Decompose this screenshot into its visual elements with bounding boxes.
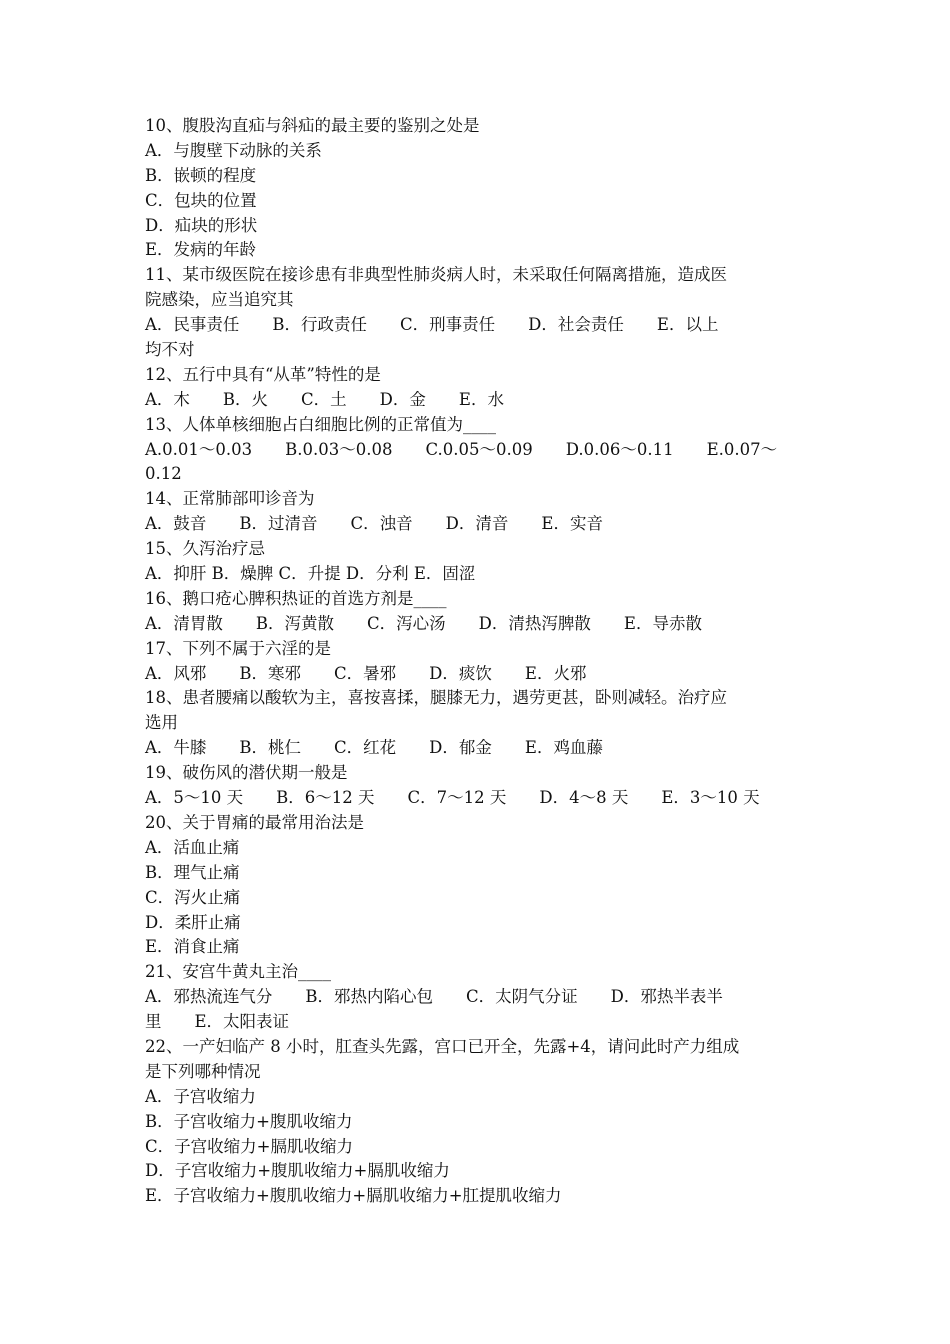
question-21-options-cont: 里 E．太阳表证 [145,1012,290,1032]
question-22-text-cont: 是下列哪种情况 [145,1061,261,1081]
question-13-options: A.0.01～0.03 B.0.03～0.08 C.0.05～0.09 D.0.06～0.11 E.0.07～ [145,439,778,459]
question-12-text: 12、五行中具有“从革”特性的是 [145,364,381,384]
question-22-text: 22、一产妇临产 8 小时，肛查头先露，宫口已开全，先露+4，请问此时产力组成 [145,1036,740,1056]
question-10-option-d: D．疝块的形状 [145,215,258,235]
question-20-option-e: E．消食止痛 [145,937,240,957]
question-21-text: 21、安宫牛黄丸主治____ [145,962,331,982]
question-17-options: A．风邪 B．寒邪 C．暑邪 D．痰饮 E．火邪 [145,663,587,683]
question-15-text: 15、久泻治疗忌 [145,539,265,559]
question-18-text: 18、患者腰痛以酸软为主，喜按喜揉，腿膝无力，遇劳更甚，卧则减轻。治疗应 [145,688,727,708]
question-10-option-b: B．嵌顿的程度 [145,165,257,185]
question-20-option-b: B．理气止痛 [145,862,240,882]
question-22-option-d: D．子宫收缩力+腹肌收缩力+膈肌收缩力 [145,1161,450,1181]
question-12-options: A．木 B．火 C．土 D．金 E．水 [145,389,504,409]
question-19-options: A．5～10 天 B．6～12 天 C．7～12 天 D．4～8 天 E．3～10 天 [145,788,760,808]
question-18-options: A．牛膝 B．桃仁 C．红花 D．郁金 E．鸡血藤 [145,738,603,758]
question-11-text: 11、某市级医院在接诊患有非典型性肺炎病人时，未采取任何隔离措施，造成医 [145,265,727,285]
question-20-text: 20、关于胃痛的最常用治法是 [145,812,364,832]
question-19-text: 19、破伤风的潜伏期一般是 [145,763,348,783]
question-22-option-e: E．子宫收缩力+腹肌收缩力+膈肌收缩力+肛提肌收缩力 [145,1186,562,1206]
question-18-text-cont: 选用 [145,713,178,733]
question-20-option-a: A．活血止痛 [145,837,240,857]
question-15-options: A．抑肝 B．燥脾 C．升提 D．分利 E．固涩 [145,564,476,584]
question-21-options: A．邪热流连气分 B．邪热内陷心包 C．太阴气分证 D．邪热半表半 [145,987,723,1007]
question-16-options: A．清胃散 B．泻黄散 C．泻心汤 D．清热泻脾散 E．导赤散 [145,613,702,633]
question-14-options: A．鼓音 B．过清音 C．浊音 D．清音 E．实音 [145,514,603,534]
question-13-text: 13、人体单核细胞占白细胞比例的正常值为____ [145,414,496,434]
question-17-text: 17、下列不属于六淫的是 [145,638,331,658]
question-10-option-c: C．包块的位置 [145,190,257,210]
question-11-text-cont: 院感染，应当追究其 [145,290,294,310]
question-16-text: 16、鹅口疮心脾积热证的首选方剂是____ [145,588,447,608]
question-22-option-c: C．子宫收缩力+膈肌收缩力 [145,1136,353,1156]
question-13-options-cont: 0.12 [145,464,182,484]
question-20-option-c: C．泻火止痛 [145,887,241,907]
question-11-options: A．民事责任 B．行政责任 C．刑事责任 D．社会责任 E．以上 [145,315,719,335]
question-10-text: 10、腹股沟直疝与斜疝的最主要的鉴别之处是 [145,116,480,135]
question-11-options-cont: 均不对 [145,340,195,360]
document-page [145,114,807,1209]
question-10-option-a: A．与腹壁下动脉的关系 [145,140,322,160]
question-10-option-e: E．发病的年龄 [145,240,257,260]
question-22-option-a: A．子宫收缩力 [145,1086,256,1106]
question-14-text: 14、正常肺部叩诊音为 [145,489,315,509]
question-22-option-b: B．子宫收缩力+腹肌收缩力 [145,1111,353,1131]
question-20-option-d: D．柔肝止痛 [145,912,241,932]
